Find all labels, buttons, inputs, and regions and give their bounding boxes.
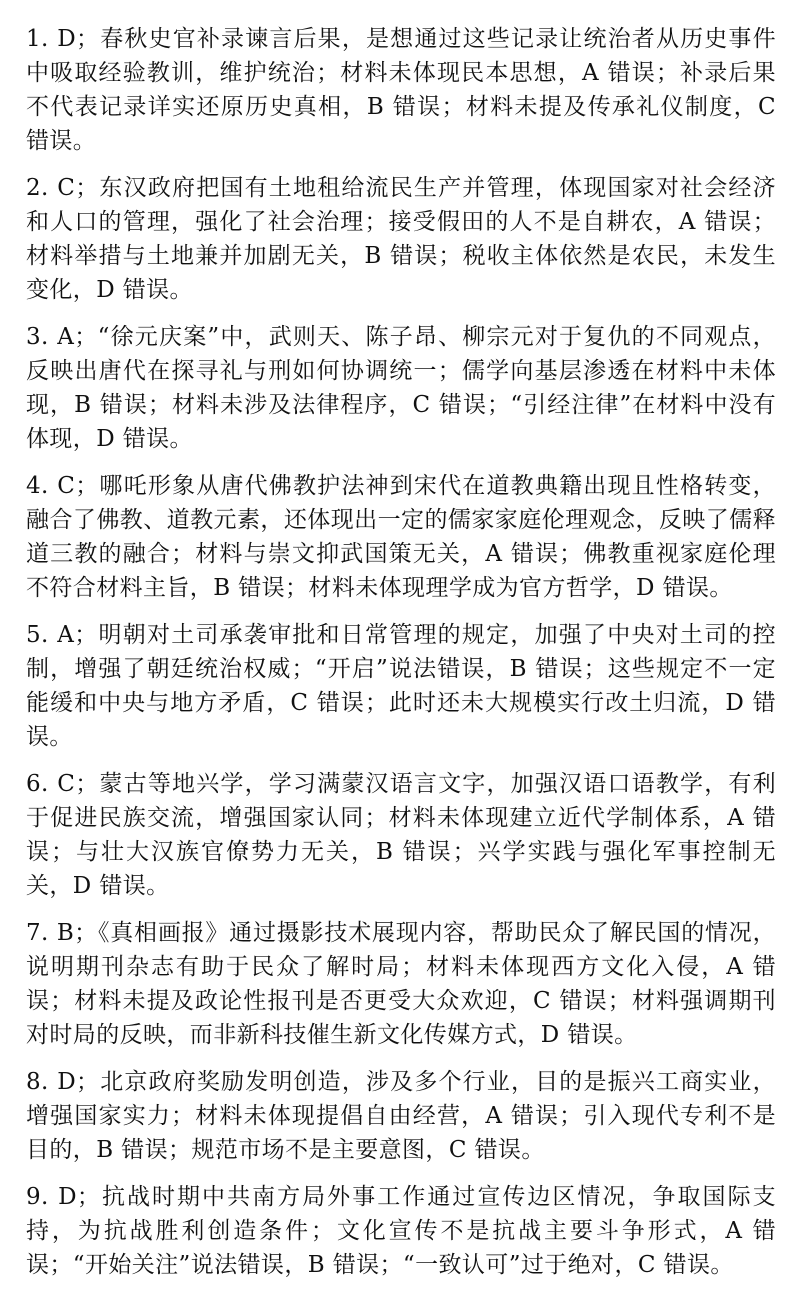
answer-4: 4. C；哪吒形象从唐代佛教护法神到宋代在道教典籍出现且性格转变，融合了佛教、道教元素，还体现出一定的儒家家庭伦理观念，反映了儒释道三教的融合；材料与崇文抑武国策无关，A 错误；佛教重视家庭伦理不符合材料主旨，B 错误；材料未体现理学成为官方哲学，D 错误。 (26, 473, 776, 601)
answer-8: 8. D；北京政府奖励发明创造，涉及多个行业，目的是振兴工商实业，增强国家实力；材料未体现提倡自由经营，A 错误；引入现代专利不是目的，B 错误；规范市场不是主要意图，C 错误。 (26, 1069, 776, 1163)
answer-2: 2. C；东汉政府把国有土地租给流民生产并管理，体现国家对社会经济和人口的管理，强化了社会治理；接受假田的人不是自耕农，A 错误；材料举措与土地兼并加剧无关，B 错误；税收主体依然是农民，未发生变化，D 错误。 (26, 175, 776, 303)
answer-1: 1. D；春秋史官补录谏言后果，是想通过这些记录让统治者从历史事件中吸取经验教训，维护统治；材料未体现民本思想，A 错误；补录后果不代表记录详实还原历史真相，B 错误；材料未提及传承礼仪制度，C 错误。 (26, 26, 776, 154)
answer-7: 7. B；《真相画报》通过摄影技术展现内容，帮助民众了解民国的情况，说明期刊杂志有助于民众了解时局；材料未体现西方文化入侵，A 错误；材料未提及政论性报刊是否更受大众欢迎，C 错误；材料强调期刊对时局的反映，而非新科技催生新文化传媒方式，D 错误。 (26, 920, 776, 1048)
answer-9: 9. D；抗战时期中共南方局外事工作通过宣传边区情况，争取国际支持，为抗战胜利创造条件；文化宣传不是抗战主要斗争形式，A 错误；“开始关注”说法错误，B 错误；“一致认可”过于绝对，C 错误。 (26, 1184, 776, 1278)
answer-5: 5. A；明朝对土司承袭审批和日常管理的规定，加强了中央对土司的控制，增强了朝廷统治权威；“开启”说法错误，B 错误；这些规定不一定能缓和中央与地方矛盾，C 错误；此时还未大规模实行改土归流，D 错误。 (26, 622, 776, 750)
answer-6: 6. C；蒙古等地兴学，学习满蒙汉语言文字，加强汉语口语教学，有利于促进民族交流，增强国家认同；材料未体现建立近代学制体系，A 错误；与壮大汉族官僚势力无关，B 错误；兴学实践与强化军事控制无关，D 错误。 (26, 771, 776, 899)
answer-3: 3. A；“徐元庆案”中，武则天、陈子昂、柳宗元对于复仇的不同观点，反映出唐代在探寻礼与刑如何协调统一；儒学向基层渗透在材料中未体现，B 错误；材料未涉及法律程序，C 错误；“引经注律”在材料中没有体现，D 错误。 (26, 324, 776, 452)
